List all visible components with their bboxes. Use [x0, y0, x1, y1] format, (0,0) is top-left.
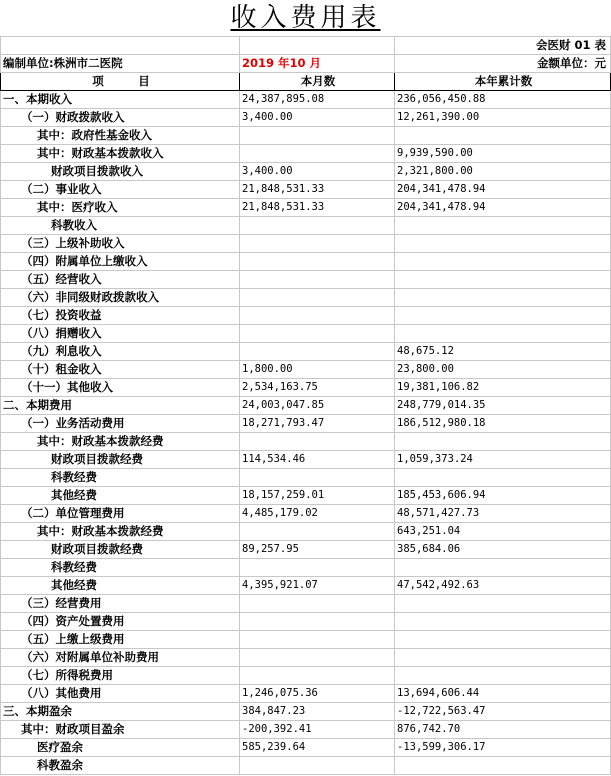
row-month-value [240, 523, 395, 541]
row-ytd-value: 248,779,014.35 [395, 397, 611, 415]
row-item-label: 其中：财政基本拨款经费 [1, 433, 240, 451]
row-ytd-value: 2,321,800.00 [395, 163, 611, 181]
table-row [1, 433, 611, 451]
row-month-value: 3,400.00 [240, 109, 395, 127]
row-month-value [240, 559, 395, 577]
table-row [1, 739, 611, 757]
row-month-value: 2,534,163.75 [240, 379, 395, 397]
row-month-value: 89,257.95 [240, 541, 395, 559]
row-item-label: （二）单位管理费用 [1, 505, 240, 523]
header-item: 项 目 [1, 73, 240, 91]
row-month-value: 24,387,895.08 [240, 91, 395, 109]
row-item-label: （一）财政拨款收入 [1, 109, 240, 127]
row-ytd-value: 23,800.00 [395, 361, 611, 379]
table-row [1, 325, 611, 343]
row-month-value: 114,534.46 [240, 451, 395, 469]
table-row [1, 487, 611, 505]
table-row [1, 451, 611, 469]
row-item-label: 财政项目拨款经费 [1, 541, 240, 559]
table-row [1, 685, 611, 703]
table-row [1, 577, 611, 595]
table-row [1, 667, 611, 685]
row-item-label: 三、本期盈余 [1, 703, 240, 721]
table-row [1, 703, 611, 721]
table-row [1, 343, 611, 361]
table-row [1, 145, 611, 163]
row-ytd-value [395, 271, 611, 289]
row-ytd-value: 204,341,478.94 [395, 199, 611, 217]
table-row [1, 469, 611, 487]
row-item-label: （九）利息收入 [1, 343, 240, 361]
table-row [1, 253, 611, 271]
row-item-label: （五）上缴上级费用 [1, 631, 240, 649]
table-row [1, 379, 611, 397]
row-month-value: -200,392.41 [240, 721, 395, 739]
row-ytd-value: 48,675.12 [395, 343, 611, 361]
row-item-label: 其他经费 [1, 487, 240, 505]
table-row [1, 649, 611, 667]
row-month-value: 1,800.00 [240, 361, 395, 379]
row-ytd-value [395, 595, 611, 613]
row-ytd-value: -12,722,563.47 [395, 703, 611, 721]
row-month-value: 4,395,921.07 [240, 577, 395, 595]
table-row [1, 163, 611, 181]
row-ytd-value [395, 613, 611, 631]
row-ytd-value: 185,453,606.94 [395, 487, 611, 505]
row-item-label: 其中：财政基本拨款收入 [1, 145, 240, 163]
row-ytd-value: 643,251.04 [395, 523, 611, 541]
table-row [1, 181, 611, 199]
row-month-value [240, 307, 395, 325]
table-row [1, 505, 611, 523]
currency-unit: 金额单位：元 [395, 55, 611, 73]
row-item-label: 其中：政府性基金收入 [1, 127, 240, 145]
row-item-label: 其中：财政项目盈余 [1, 721, 240, 739]
row-item-label: （五）经营收入 [1, 271, 240, 289]
row-ytd-value: 48,571,427.73 [395, 505, 611, 523]
table-row [1, 361, 611, 379]
row-ytd-value [395, 433, 611, 451]
report-title: 收入费用表 [230, 3, 381, 33]
row-item-label: 其中：财政基本拨款经费 [1, 523, 240, 541]
row-item-label: 二、本期费用 [1, 397, 240, 415]
row-item-label: 其他经费 [1, 577, 240, 595]
row-ytd-value: -13,599,306.17 [395, 739, 611, 757]
row-ytd-value: 876,742.70 [395, 721, 611, 739]
row-item-label: （十一）其他收入 [1, 379, 240, 397]
row-month-value [240, 613, 395, 631]
row-item-label: 科教盈余 [1, 757, 240, 775]
row-month-value [240, 667, 395, 685]
table-row [1, 613, 611, 631]
row-ytd-value [395, 217, 611, 235]
table-row [1, 109, 611, 127]
table-row [1, 127, 611, 145]
row-item-label: （八）其他费用 [1, 685, 240, 703]
row-item-label: 科教收入 [1, 217, 240, 235]
report-period: 2019 年10 月 [240, 55, 395, 73]
table-row [1, 541, 611, 559]
row-month-value [240, 631, 395, 649]
row-ytd-value [395, 649, 611, 667]
income-expense-table [0, 36, 611, 775]
row-ytd-value: 236,056,450.88 [395, 91, 611, 109]
row-ytd-value [395, 235, 611, 253]
row-item-label: （三）经营费用 [1, 595, 240, 613]
row-ytd-value [395, 325, 611, 343]
row-month-value [240, 325, 395, 343]
table-row [1, 757, 611, 775]
row-ytd-value [395, 253, 611, 271]
blank-cell [1, 37, 240, 55]
row-ytd-value: 1,059,373.24 [395, 451, 611, 469]
row-month-value: 24,003,047.85 [240, 397, 395, 415]
row-item-label: 医疗盈余 [1, 739, 240, 757]
row-item-label: （二）事业收入 [1, 181, 240, 199]
row-ytd-value: 13,694,606.44 [395, 685, 611, 703]
row-item-label: 科教经费 [1, 559, 240, 577]
row-item-label: （六）非同级财政拨款收入 [1, 289, 240, 307]
row-month-value: 18,157,259.01 [240, 487, 395, 505]
table-row [1, 523, 611, 541]
row-item-label: 财政项目拨款收入 [1, 163, 240, 181]
row-ytd-value [395, 307, 611, 325]
row-month-value [240, 253, 395, 271]
row-month-value: 21,848,531.33 [240, 181, 395, 199]
row-item-label: （一）业务活动费用 [1, 415, 240, 433]
row-ytd-value [395, 289, 611, 307]
row-ytd-value [395, 559, 611, 577]
row-ytd-value [395, 631, 611, 649]
row-ytd-value: 186,512,980.18 [395, 415, 611, 433]
row-month-value [240, 271, 395, 289]
table-row [1, 559, 611, 577]
table-row [1, 199, 611, 217]
table-row [1, 217, 611, 235]
row-item-label: （八）捐赠收入 [1, 325, 240, 343]
table-row [1, 91, 611, 109]
row-month-value [240, 343, 395, 361]
row-month-value: 1,246,075.36 [240, 685, 395, 703]
table-row [1, 595, 611, 613]
row-month-value: 4,485,179.02 [240, 505, 395, 523]
row-item-label: 科教经费 [1, 469, 240, 487]
row-item-label: 财政项目拨款经费 [1, 451, 240, 469]
table-row [1, 307, 611, 325]
reporting-unit: 编制单位:株洲市二医院 [1, 55, 240, 73]
table-row [1, 415, 611, 433]
row-ytd-value: 12,261,390.00 [395, 109, 611, 127]
header-ytd: 本年累计数 [395, 73, 611, 91]
row-month-value [240, 145, 395, 163]
row-item-label: （四）附属单位上缴收入 [1, 253, 240, 271]
row-month-value [240, 595, 395, 613]
row-item-label: （七）所得税费用 [1, 667, 240, 685]
blank-cell [240, 37, 395, 55]
row-ytd-value [395, 667, 611, 685]
row-month-value [240, 235, 395, 253]
row-month-value [240, 217, 395, 235]
row-ytd-value: 385,684.06 [395, 541, 611, 559]
header-month: 本月数 [240, 73, 395, 91]
row-month-value [240, 289, 395, 307]
row-month-value: 3,400.00 [240, 163, 395, 181]
row-item-label: 其中：医疗收入 [1, 199, 240, 217]
table-row [1, 271, 611, 289]
row-item-label: （四）资产处置费用 [1, 613, 240, 631]
row-ytd-value [395, 127, 611, 145]
table-row [1, 235, 611, 253]
row-month-value [240, 757, 395, 775]
row-month-value: 18,271,793.47 [240, 415, 395, 433]
row-month-value [240, 127, 395, 145]
row-month-value: 585,239.64 [240, 739, 395, 757]
row-ytd-value: 47,542,492.63 [395, 577, 611, 595]
row-month-value: 21,848,531.33 [240, 199, 395, 217]
row-month-value [240, 469, 395, 487]
row-item-label: （六）对附属单位补助费用 [1, 649, 240, 667]
row-item-label: （三）上级补助收入 [1, 235, 240, 253]
form-code: 会医财 01 表 [395, 37, 611, 55]
row-month-value [240, 433, 395, 451]
table-row [1, 721, 611, 739]
row-item-label: 一、本期收入 [1, 91, 240, 109]
row-month-value: 384,847.23 [240, 703, 395, 721]
row-ytd-value: 9,939,590.00 [395, 145, 611, 163]
row-ytd-value [395, 757, 611, 775]
row-ytd-value: 204,341,478.94 [395, 181, 611, 199]
row-ytd-value [395, 469, 611, 487]
table-row [1, 397, 611, 415]
row-month-value [240, 649, 395, 667]
row-ytd-value: 19,381,106.82 [395, 379, 611, 397]
row-item-label: （七）投资收益 [1, 307, 240, 325]
row-item-label: （十）租金收入 [1, 361, 240, 379]
table-row [1, 631, 611, 649]
table-row [1, 289, 611, 307]
